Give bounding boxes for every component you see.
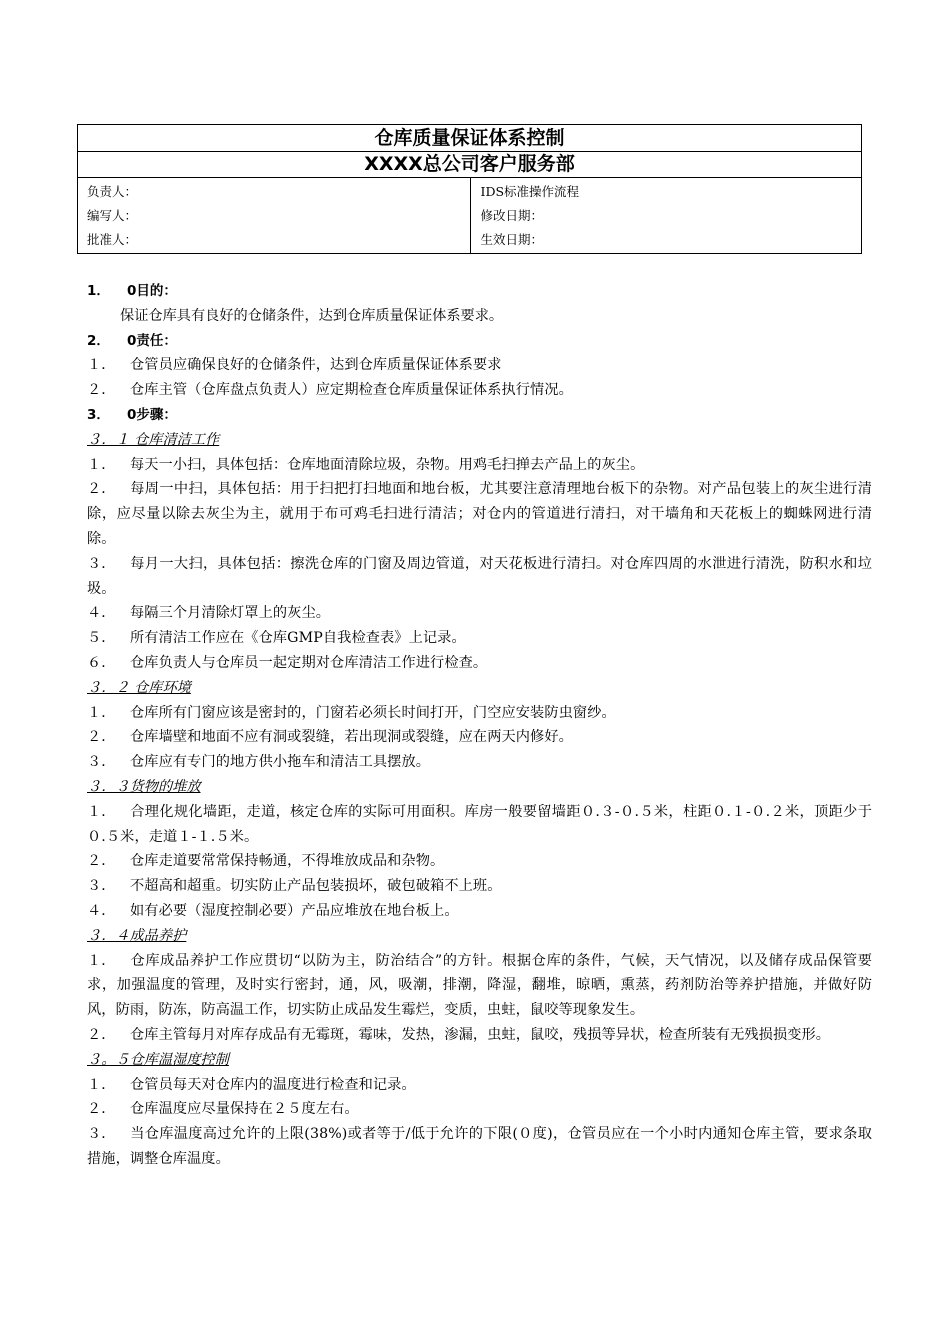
section-heading-steps: 3． 0步骤：: [87, 406, 177, 423]
document-subtitle: XXXX总公司客户服务部: [78, 152, 861, 178]
revision-date-label: 修改日期：: [480, 208, 544, 223]
list-item: ５． 所有清洁工作应在《仓库GMP自我检查表》上记录。: [87, 630, 466, 647]
effective-date-label: 生效日期：: [480, 232, 544, 247]
approver-label: 批准人：: [87, 232, 138, 247]
list-item: ２． 仓库走道要常常保持畅通，不得堆放成品和杂物。: [87, 853, 445, 870]
list-item: ２． 仓库墙壁和地面不应有洞或裂缝，若出现洞或裂缝，应在两天内修好。: [87, 729, 573, 746]
list-item: ２． 仓库主管每月对库存成品有无霉斑，霉味，发热，渗漏，虫蛀，鼠咬，残损等异状，检查所装有无残损损变形。: [87, 1026, 831, 1043]
list-item: ２． 仓库温度应尽量保持在２５度左右。: [87, 1101, 359, 1118]
list-item: １． 合理化规化墙距，走道，核定仓库的实际可用面积。库房一般要留墙距０.３-０.５米，柱距０.１-０.２米，顶距少于０.５米，走道１-１.５米。: [87, 803, 872, 845]
list-item: ２． 仓库主管（仓库盘点负责人）应定期检查仓库质量保证体系执行情况。: [87, 382, 573, 399]
subsection-title-environment: ３．２ 仓库环境: [87, 679, 191, 696]
header-left-column: [78, 178, 470, 253]
purpose-text: 保证仓库具有良好的仓储条件，达到仓库质量保证体系要求。: [120, 307, 504, 324]
sop-label: IDS标准操作流程: [480, 184, 580, 199]
header-right-column: [470, 178, 862, 253]
list-item: ４． 如有必要（湿度控制必要）产品应堆放在地台板上。: [87, 902, 459, 919]
author-label: 编写人：: [87, 208, 138, 223]
subsection-title-stacking: ３．３货物的堆放: [87, 778, 201, 795]
document-title: 仓库质量保证体系控制: [78, 125, 861, 152]
subsection-title-temperature: ３。５仓库温湿度控制: [87, 1051, 229, 1068]
section-heading-responsibility: 2． 0责任：: [87, 332, 177, 349]
document-body: [87, 279, 872, 1172]
list-item: ３． 不超高和超重。切实防止产品包装损坏，破包破箱不上班。: [87, 878, 502, 895]
list-item: ４． 每隔三个月清除灯罩上的灰尘。: [87, 605, 331, 622]
responsible-label: 负责人：: [87, 184, 138, 199]
list-item: １． 仓管员应确保良好的仓储条件，达到仓库质量保证体系要求: [87, 357, 502, 374]
list-item: ３． 当仓库温度高过允许的上限(38%)或者等于/低于允许的下限(０度)，仓管员应在一个小时内通知仓库主管，要求条取措施，调整仓库温度。: [87, 1126, 872, 1167]
header-table: [77, 124, 862, 254]
list-item: ６． 仓库负责人与仓库员一起定期对仓库清洁工作进行检查。: [87, 654, 488, 671]
list-item: １． 仓库成品养护工作应贯切“以防为主，防治结合”的方针。根据仓库的条件，气候，天气情况，以及储存成品保管要求，加强温度的管理，及时实行密封，通，风，吸潮，排潮，降湿，翻堆，晾晒，熏蒸，药剂防治等养护措施，并做好防风，防雨，防冻，防高温工作，切实防止成品发生霉烂，变质，虫蛀，鼠咬等现象发生。: [87, 952, 872, 1019]
list-item: ３． 仓库应有专门的地方供小拖车和清洁工具摆放。: [87, 754, 431, 771]
list-item: ２． 每周一中扫，具体包括：用于扫把打扫地面和地台板，尤其要注意清理地台板下的杂物。对产品包装上的灰尘进行清除，应尽量以除去灰尘为主，就用于布可鸡毛扫进行清洁；对仓内的管道进行清扫，对干墙角和天花板上的蜘蛛网进行清除。: [87, 481, 872, 547]
list-item: ３． 每月一大扫，具体包括：擦洗仓库的门窗及周边管道，对天花板进行清扫。对仓库四周的水泄进行清洗，防积水和垃圾。: [87, 555, 872, 597]
subsection-title-maintenance: ３．４成品养护: [87, 927, 187, 944]
list-item: １． 仓库所有门窗应该是密封的，门窗若必须长时间打开，门空应安装防虫窗纱。: [87, 704, 616, 721]
section-heading-purpose: 1． 0目的：: [87, 283, 177, 299]
subsection-title-cleaning: ３．１ 仓库清洁工作: [87, 431, 220, 448]
header-info-grid: [78, 178, 861, 253]
list-item: １． 每天一小扫，具体包括：仓库地面清除垃圾，杂物。用鸡毛扫掸去产品上的灰尘。: [87, 456, 645, 473]
list-item: １． 仓管员每天对仓库内的温度进行检查和记录。: [87, 1076, 416, 1093]
